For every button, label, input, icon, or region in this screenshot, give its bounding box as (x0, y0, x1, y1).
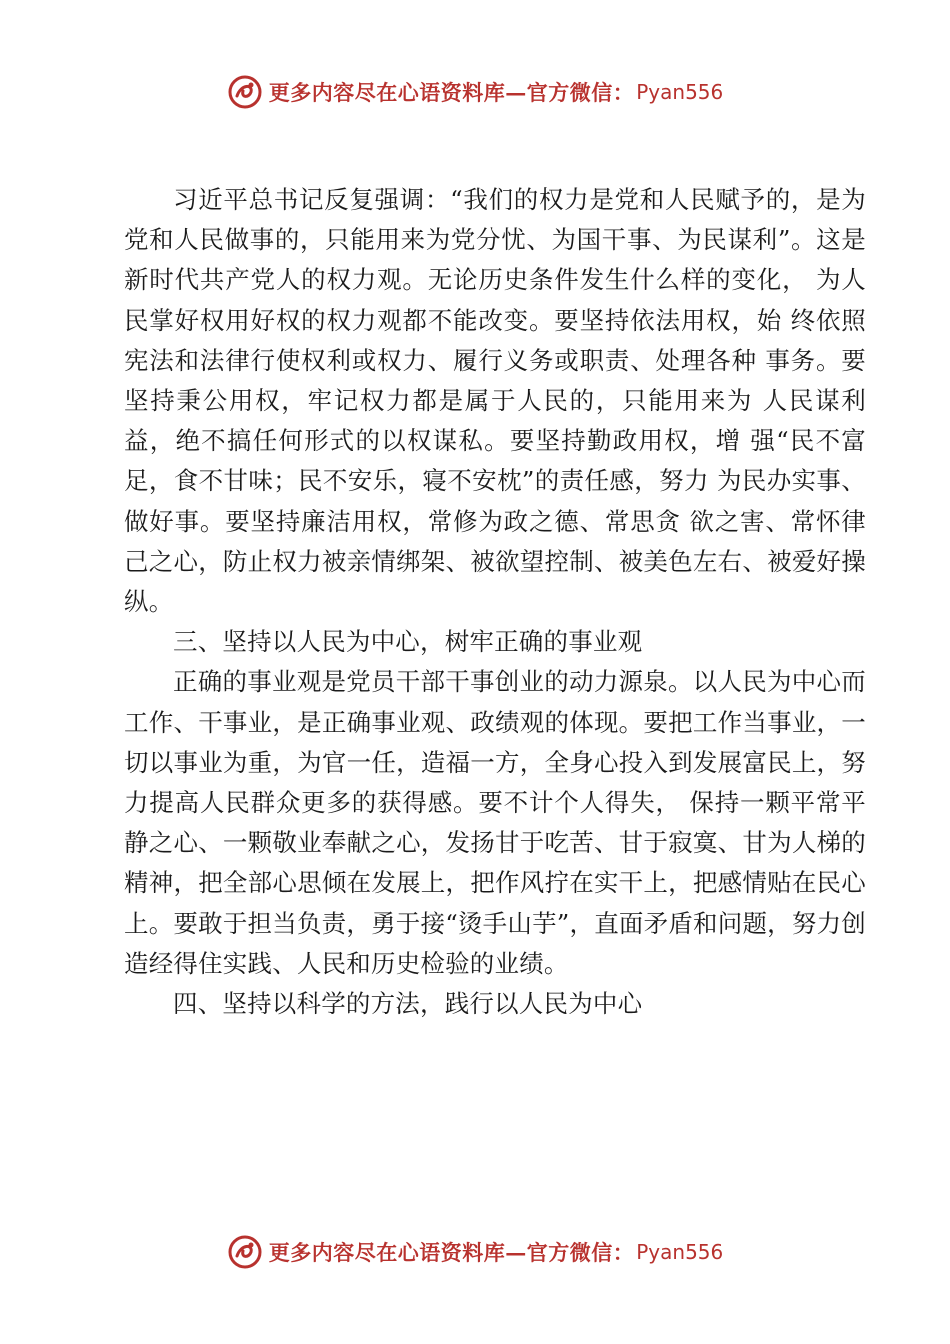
document-body (124, 180, 866, 1024)
header-banner (0, 72, 950, 112)
red-swirl-logo-icon (227, 74, 263, 110)
banner-text: 更多内容尽在心语资料库—官方微信： (268, 1240, 635, 1265)
banner-text: 更多内容尽在心语资料库—官方微信： (268, 80, 635, 105)
red-swirl-logo-icon (227, 1234, 263, 1270)
footer-banner (0, 1232, 950, 1272)
section-heading-4: 四、坚持以科学的方法，践行以人民为中心 (173, 989, 643, 1019)
banner-wechat-id: Pyan556 (636, 80, 724, 104)
paragraph-power-view: 习近平总书记反复强调：“我们的权力是党和人民赋予的，是为党和人民做事的，只能用来为党分忧、为国干事、为民谋利”。这是新时代共产党人的权力观。无论历史条件发生什么样的变化， 为人民掌好权用好权的权力观都不能改变。要坚持依法用权，始 终依照宪法和法律行使权利或权力、履行义务或职责、处理各种 事务。要坚持秉公用权，牢记权力都是属于人民的，只能用来为 人民谋利益，绝不搞任何形式的以权谋私。要坚持勤政用权，增 强“民不富足，食不甘味；民不安乐，寝不安枕”的责任感，努力 为民办实事、做好事。要坚持廉洁用权，常修为政之德、常思贪 欲之害、常怀律己之心，防止权力被亲情绑架、被欲望控制、被美色左右、被爱好操纵。 (124, 185, 866, 617)
banner-wechat-id: Pyan556 (636, 1240, 724, 1264)
paragraph-career-view: 正确的事业观是党员干部干事创业的动力源泉。以人民为中心而工作、干事业，是正确事业观、政绩观的体现。要把工作当事业，一切以事业为重，为官一任，造福一方，全身心投入到发展富民上，努力提高人民群众更多的获得感。要不计个人得失， 保持一颗平常平静之心、一颗敬业奉献之心，发扬甘于吃苦、甘于寂寞、甘为人梯的精神，把全部心思倾在发展上，把作风拧在实干上，把感情贴在民心上。要敢于担当负责，勇于接“烫手山芋”，直面矛盾和问题，努力创造经得住实践、人民和历史检验的业绩。 (124, 667, 866, 978)
section-heading-3: 三、坚持以人民为中心，树牢正确的事业观 (173, 627, 643, 657)
